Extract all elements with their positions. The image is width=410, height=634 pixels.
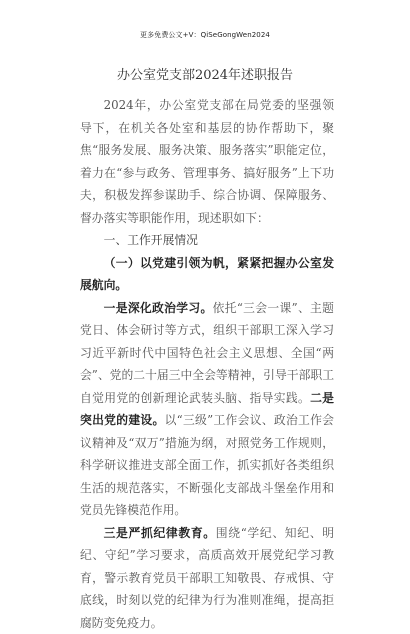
point-1-text: 依托“三会一课”、主题党日、体会研讨等方式，组织干部职工深入学习习近平新时代中国特色社会主义思想、全国“两会”、党的二十届三中全会等精神，引导干部职工自觉用党的创新理论武装头脑、指导实践。 xyxy=(80,301,334,405)
point-3-text: 围绕“学纪、知纪、明纪、守纪”学习要求，高质高效开展党纪学习教育，警示教育党员干部职工知敬畏、存戒惧、守底线，时刻以党的纪律为行为准则准绳，提高拒腐防变免疫力。 xyxy=(80,526,334,630)
point-3-paragraph xyxy=(80,522,334,634)
point-1-paragraph xyxy=(80,297,334,522)
point-2-text: 以“三级”工作会议、政治工作会议精神及“双万”措施为纲，对照党务工作规则，科学研议推进支部全面工作，抓实抓好各类组织生活的规范落实，不断强化支部战斗堡垒作用和党员先锋模范作用。 xyxy=(80,413,334,517)
section-heading-1: 一、工作开展情况 xyxy=(80,229,334,252)
point-3-lead: 三是严抓纪律教育。 xyxy=(104,526,216,540)
document-title: 办公室党支部2024年述职报告 xyxy=(0,64,410,83)
subsection-heading-1: （一）以党建引领为帆，紧紧把握办公室发展航向。 xyxy=(80,252,334,297)
document-body xyxy=(80,94,334,634)
header-watermark: 更多免费公文+V：QiSeGongWen2024 xyxy=(0,30,410,40)
point-1-lead: 一是深化政治学习。 xyxy=(104,301,213,315)
point-2-lead: 二是突出党的建设。 xyxy=(80,391,334,428)
intro-paragraph: 2024年，办公室党支部在局党委的坚强领导下，在机关各处室和基层的协作帮助下，聚焦“服务发展、服务决策、服务落实”职能定位，着力在“参与政务、管理事务、搞好服务”上下功夫，积极发挥参谋助手、综合协调、保障服务、督办落实等职能作用，现述职如下： xyxy=(80,94,334,229)
